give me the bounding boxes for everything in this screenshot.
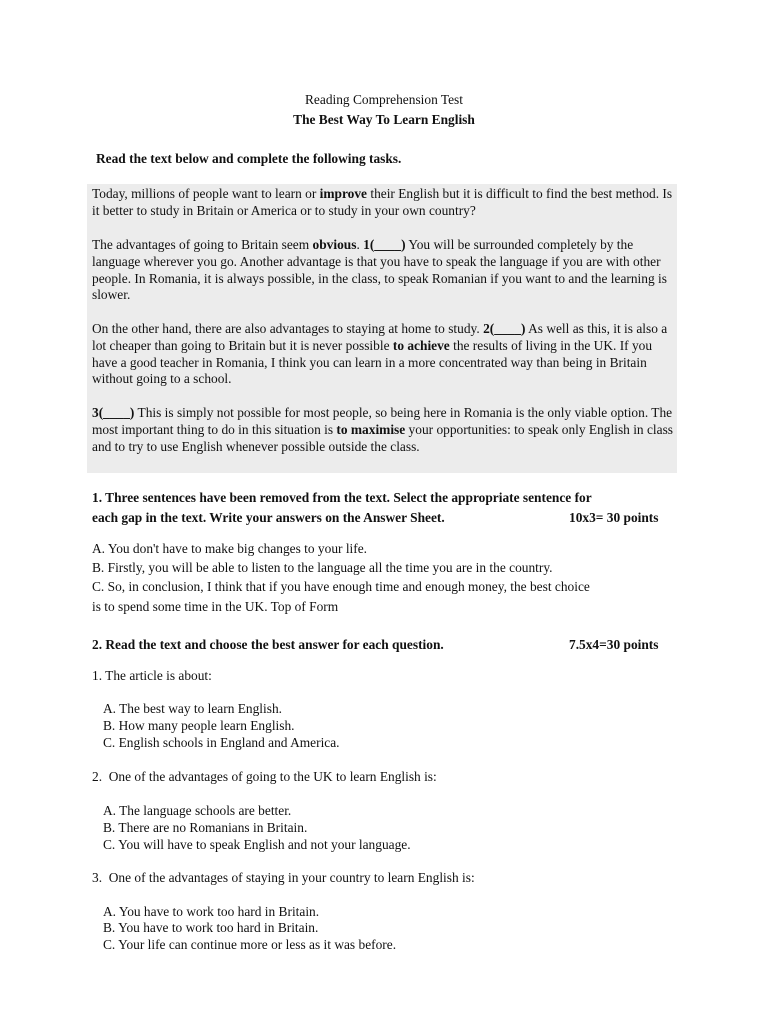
question-1-option-c: C. English schools in England and America.: [103, 735, 340, 750]
task2-heading: 2. Read the text and choose the best answer for each question.: [92, 637, 444, 652]
question-3-option-a: A. You have to work too hard in Britain.: [103, 904, 320, 919]
passage-paragraph-1: Today, millions of people want to learn or improve their English but it is difficult to find the best method. Is it better to study in Britain or America or to study in your own country?: [92, 186, 673, 218]
gap-3: 3(____): [92, 405, 135, 420]
question-3-option-b: B. You have to work too hard in Britain.: [103, 920, 319, 935]
question-1: 1. The article is about:: [92, 668, 212, 683]
passage-paragraph-4: 3(____) This is simply not possible for most people, so being here in Romania is the only viable option. The most important thing to do in this situation is to maximise your opportunities: to speak only English in class and to try to use English whenever possible outside the class.: [92, 405, 673, 454]
task2-points: 7.5x4=30 points: [569, 637, 659, 652]
gap-1: 1(____): [363, 237, 406, 252]
document-title: The Best Way To Learn English: [293, 112, 475, 127]
question-2-option-a: A. The language schools are better.: [103, 803, 292, 818]
passage-paragraph-3: On the other hand, there are also advantages to staying at home to study. 2(____) As well as this, it is also a lot cheaper than going to Britain but it is never possible to achieve the results of living in the UK. If you have a good teacher in Romania, I think you can learn in a more concentrated way than being in Britain without going to a school.: [92, 321, 668, 387]
question-3-option-c: C. Your life can continue more or less as it was before.: [103, 937, 397, 952]
task1-option-c: C. So, in conclusion, I think that if you have enough time and enough money, the best choice: [92, 579, 590, 594]
question-3: 3. One of the advantages of staying in your country to learn English is:: [92, 870, 475, 885]
passage-paragraph-2: The advantages of going to Britain seem obvious. 1(____) You will be surrounded completely by the language wherever you go. Another advantage is that you have to speak the language if you are with other people. In Romania, it is always possible, in the class, to speak Romanian if you want to and the learning is slower.: [92, 237, 667, 303]
gap-2: 2(____): [483, 321, 526, 336]
task1-option-c-cont: is to spend some time in the UK. Top of Form: [92, 599, 339, 614]
question-2: 2. One of the advantages of going to the UK to learn English is:: [92, 769, 437, 784]
instruction: Read the text below and complete the following tasks.: [96, 151, 402, 166]
task1-heading-line2: each gap in the text. Write your answers on the Answer Sheet.: [92, 510, 445, 525]
task1-option-b: B. Firstly, you will be able to listen to the language all the time you are in the country.: [92, 560, 553, 575]
task1-heading-line1: 1. Three sentences have been removed from the text. Select the appropriate sentence for: [92, 490, 592, 505]
question-1-option-a: A. The best way to learn English.: [103, 701, 283, 716]
question-2-option-c: C. You will have to speak English and not your language.: [103, 837, 411, 852]
task1-points: 10x3= 30 points: [569, 510, 659, 525]
task1-option-a: A. You don't have to make big changes to your life.: [92, 541, 368, 556]
test-subtitle: Reading Comprehension Test: [305, 92, 463, 107]
question-1-option-b: B. How many people learn English.: [103, 718, 295, 733]
question-2-option-b: B. There are no Romanians in Britain.: [103, 820, 308, 835]
